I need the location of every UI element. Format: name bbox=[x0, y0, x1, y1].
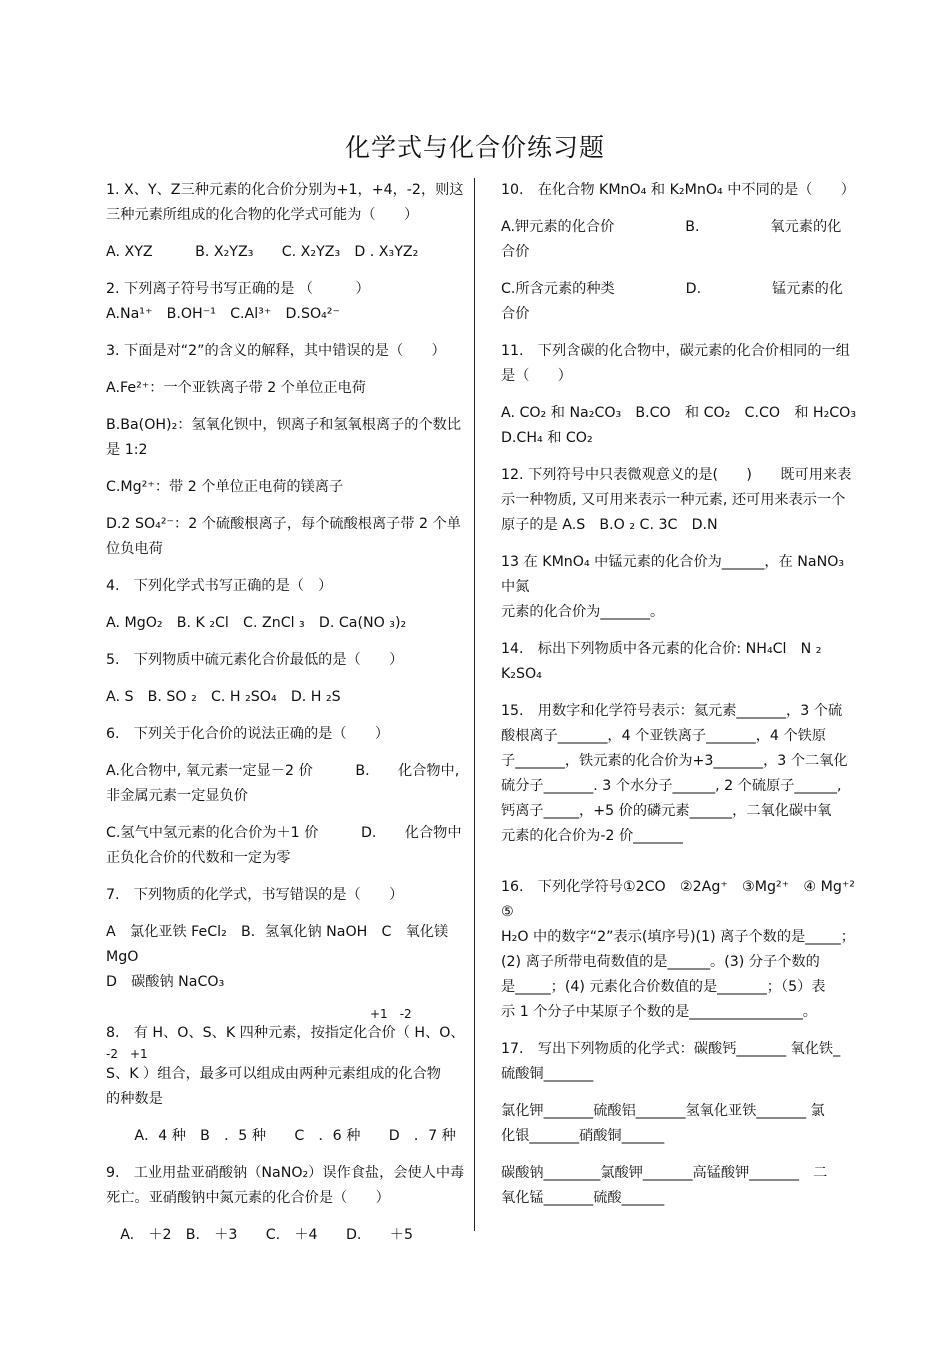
text-line: A.Na¹⁺ B.OH⁻¹ C.Al³⁺ D.SO₄²⁻ bbox=[106, 306, 340, 322]
question-4 bbox=[106, 574, 468, 599]
text-line: +1 -2 bbox=[106, 1007, 412, 1021]
text-line: A 氯化亚铁 FeCl₂ B．氢氧化钠 NaOH C 氧化镁 MgO bbox=[106, 924, 449, 965]
text-line: 的种数是 bbox=[106, 1091, 163, 1107]
text-line: 非金属元素一定显负价 bbox=[106, 788, 248, 804]
text-line: 钙离子_____，+5 价的磷元素______，二氧化碳中氧 bbox=[501, 803, 832, 819]
right-column bbox=[501, 178, 870, 1223]
question-10 bbox=[501, 178, 859, 203]
text-line: 是（ ） bbox=[501, 368, 572, 384]
text-line: A.化合物中, 氧元素一定显－2 价 B. 化合物中, bbox=[106, 763, 460, 779]
question-9 bbox=[106, 1161, 468, 1211]
question-3-option-c bbox=[106, 475, 468, 500]
question-5-options bbox=[106, 685, 468, 710]
question-13 bbox=[501, 550, 859, 625]
question-8-options bbox=[106, 1124, 468, 1149]
column-divider bbox=[474, 178, 475, 1231]
question-15 bbox=[501, 699, 859, 849]
question-1 bbox=[106, 178, 468, 228]
question-14 bbox=[501, 637, 859, 687]
left-column bbox=[106, 178, 468, 1260]
question-10-options-cd bbox=[501, 277, 859, 327]
text-line: 2. 下列离子符号书写正确的是 （ ） bbox=[106, 281, 370, 297]
text-line: A.钾元素的化合价 B. 氧元素的化 bbox=[501, 219, 842, 235]
text-line: (2) 离子所带电荷数值的是______。(3) 分子个数的 bbox=[501, 954, 820, 970]
text-line: 是 1:2 bbox=[106, 442, 148, 458]
text-line: 8. 有 H、O、S、K 四种元素，按指定化合价（ H、O、 bbox=[106, 1025, 465, 1041]
text-line: 合价 bbox=[501, 244, 530, 260]
question-11 bbox=[501, 339, 859, 389]
text-line: A．4 种 B ．5 种 C ．6 种 D ．7 种 bbox=[106, 1128, 456, 1144]
text-line: B.Ba(OH)₂：氢氧化钡中，钡离子和氢氧根离子的个数比 bbox=[106, 417, 462, 433]
text-line: 10. 在化合物 KMnO₄ 和 K₂MnO₄ 中不同的是（ ） bbox=[501, 182, 855, 198]
text-line: S、K ）组合，最多可以组成由两种元素组成的化合物 bbox=[106, 1066, 441, 1082]
text-line: A. S B. SO ₂ C. H ₂SO₄ D. H ₂S bbox=[106, 689, 341, 705]
text-line: A. XYZ B. X₂YZ₃ C. X₂YZ₃ D . X₃YZ₂ bbox=[106, 244, 419, 260]
text-line: A. CO₂ 和 Na₂CO₃ B.CO 和 CO₂ C.CO 和 H₂CO₃ bbox=[501, 405, 857, 421]
text-line: 氯化钾_______硫酸铝_______氢氧化亚铁_______ 氯 bbox=[501, 1103, 825, 1119]
text-line: 元素的化合价为-2 价_______ bbox=[501, 828, 683, 844]
text-line: 9. 工业用盐亚硝酸钠（NaNO₂）误作食盐，会使人中毒 bbox=[106, 1165, 465, 1181]
text-line: 示 1 个分子中某原子个数的是________________。 bbox=[501, 1004, 817, 1020]
page-title: 化学式与化合价练习题 bbox=[344, 133, 605, 162]
text-line: 碳酸钠________氯酸钾_______高锰酸钾_______ 二 bbox=[501, 1165, 828, 1181]
text-line: 硫酸铜_______ bbox=[501, 1066, 594, 1082]
text-line: 15. 用数字和化学符号表示：氦元素_______，3 个硫 bbox=[501, 703, 843, 719]
question-3-option-a bbox=[106, 376, 468, 401]
question-12 bbox=[501, 463, 859, 538]
text-line: 氧化锰_______硫酸______ bbox=[501, 1190, 665, 1206]
text-line: K₂SO₄ bbox=[501, 666, 542, 682]
text-line: 16. 下列化学符号①2CO ②2Ag⁺ ③Mg²⁺ ④ Mg⁺² ⑤ bbox=[501, 879, 870, 920]
question-16 bbox=[501, 875, 870, 1025]
question-8 bbox=[106, 1021, 468, 1112]
question-10-options-ab bbox=[501, 215, 859, 265]
text-line: 17. 写出下列物质的化学式：碳酸钙_______ 氧化铁_ bbox=[501, 1041, 841, 1057]
text-line: 14. 标出下列物质中各元素的化合价: NH₄Cl N ₂ bbox=[501, 641, 822, 657]
question-17-part-2 bbox=[501, 1099, 859, 1149]
text-line: D 碳酸钠 NaCO₃ bbox=[106, 974, 225, 990]
text-line: 12. 下列符号中只表微观意义的是( ) 既可用来表 bbox=[501, 467, 852, 483]
text-line: 5. 下列物质中硫元素化合价最低的是（ ） bbox=[106, 652, 404, 668]
text-line: 原子的是 A.S B.O ₂ C. 3C D.N bbox=[501, 517, 718, 533]
text-line: A. ＋2 B. ＋3 C. ＋4 D. ＋5 bbox=[106, 1227, 413, 1243]
text-line: 正负化合价的代数和一定为零 bbox=[106, 850, 291, 866]
text-line: 示一种物质, 又可用来表示一种元素, 还可用来表示一个 bbox=[501, 492, 846, 508]
text-line: 酸根离子_______，4 个亚铁离子_______，4 个铁原 bbox=[501, 728, 827, 744]
question-1-options bbox=[106, 240, 468, 265]
text-line: 元素的化合价为_______。 bbox=[501, 604, 665, 620]
text-line: -2 +1 bbox=[106, 1047, 148, 1061]
text-line: 化银_______硝酸铜______ bbox=[501, 1128, 665, 1144]
text-line: 死亡。亚硝酸钠中氮元素的化合价是（ ） bbox=[106, 1190, 390, 1206]
text-line: 位负电荷 bbox=[106, 541, 163, 557]
question-6-options-ab bbox=[106, 759, 468, 809]
text-line: 1. X、Y、Z三种元素的化合价分别为+1，+4，-2，则这 bbox=[106, 182, 464, 198]
question-7-options bbox=[106, 920, 468, 995]
question-3-option-b bbox=[106, 413, 468, 463]
text-line: D.CH₄ 和 CO₂ bbox=[501, 430, 593, 446]
text-line: 7. 下列物质的化学式，书写错误的是（ ） bbox=[106, 887, 404, 903]
question-11-options bbox=[501, 401, 859, 451]
text-line: 13 在 KMnO₄ 中锰元素的化合价为______，在 NaNO₃ 中氮 bbox=[501, 554, 845, 595]
question-17-part-3 bbox=[501, 1161, 859, 1211]
question-9-options bbox=[106, 1223, 468, 1248]
text-line: 合价 bbox=[501, 306, 530, 322]
text-line: H₂O 中的数字“2”表示(填序号)(1) 离子个数的是_____； bbox=[501, 929, 855, 945]
text-line: C.氢气中氢元素的化合价为＋1 价 D. 化合物中 bbox=[106, 825, 462, 841]
question-6-options-cd bbox=[106, 821, 468, 871]
text-line: 6. 下列关于化合价的说法正确的是（ ） bbox=[106, 726, 390, 742]
question-7 bbox=[106, 883, 468, 908]
question-5 bbox=[106, 648, 468, 673]
text-line: C.所含元素的种类 D. 锰元素的化 bbox=[501, 281, 843, 297]
text-line: 硫分子_______. 3 个水分子______, 2 个硫原子______, bbox=[501, 778, 842, 794]
text-line: 3. 下面是对“2”的含义的解释，其中错误的是（ ） bbox=[106, 343, 446, 359]
text-line: D.2 SO₄²⁻：2 个硫酸根离子，每个硫酸根离子带 2 个单 bbox=[106, 516, 461, 532]
text-line: C.Mg²⁺：带 2 个单位正电荷的镁离子 bbox=[106, 479, 344, 495]
question-8-valence-marks bbox=[106, 1007, 468, 1021]
question-6 bbox=[106, 722, 468, 747]
text-line: 三种元素所组成的化合物的化学式可能为（ ） bbox=[106, 207, 419, 223]
question-17 bbox=[501, 1037, 859, 1087]
text-line: A.Fe²⁺：一个亚铁离子带 2 个单位正电荷 bbox=[106, 380, 366, 396]
question-3-option-d bbox=[106, 512, 468, 562]
text-line: 11. 下列含碳的化合物中，碳元素的化合价相同的一组 bbox=[501, 343, 850, 359]
text-line: 是_____；(4) 元素化合价数值的是_______；（5）表 bbox=[501, 979, 826, 995]
text-line: 子_______，铁元素的化合价为+3_______，3 个二氧化 bbox=[501, 753, 848, 769]
question-2 bbox=[106, 277, 468, 327]
question-4-options bbox=[106, 611, 468, 636]
question-3 bbox=[106, 339, 468, 364]
text-line: A. MgO₂ B. K ₂Cl C. ZnCl ₃ D. Ca(NO ₃)₂ bbox=[106, 615, 407, 631]
text-line: 4. 下列化学式书写正确的是（ ） bbox=[106, 578, 333, 594]
